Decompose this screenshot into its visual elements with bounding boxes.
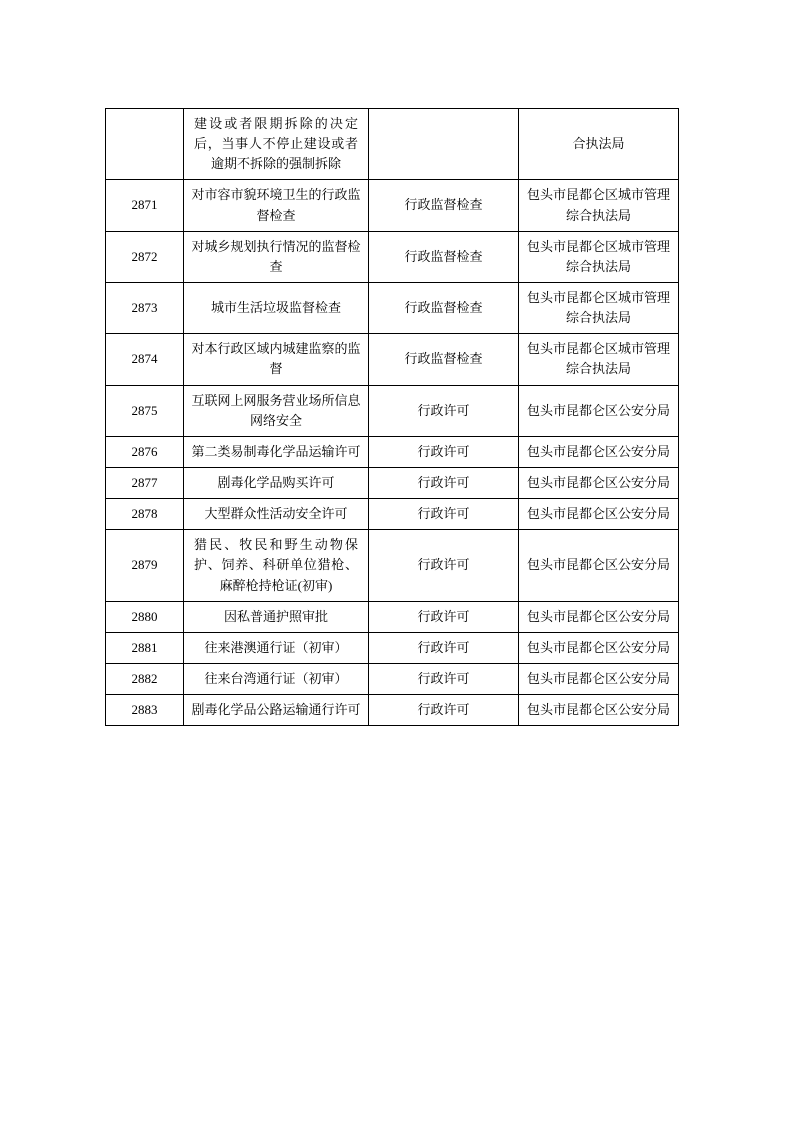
permits-table [105, 108, 679, 726]
cell-item-type: 行政许可 [369, 663, 519, 694]
cell-item-id: 2876 [106, 436, 184, 467]
cell-item-org: 包头市昆都仑区城市管理综合执法局 [519, 231, 679, 282]
cell-item-type: 行政监督检查 [369, 231, 519, 282]
table-body [106, 109, 679, 726]
cell-item-id: 2883 [106, 695, 184, 726]
cell-item-name: 往来港澳通行证（初审） [184, 632, 369, 663]
cell-item-org: 包头市昆都仑区城市管理综合执法局 [519, 334, 679, 385]
cell-item-id: 2875 [106, 385, 184, 436]
cell-item-id: 2877 [106, 467, 184, 498]
cell-item-org: 包头市昆都仑区公安分局 [519, 467, 679, 498]
cell-item-id: 2874 [106, 334, 184, 385]
cell-item-id: 2880 [106, 601, 184, 632]
cell-item-org: 包头市昆都仑区公安分局 [519, 695, 679, 726]
cell-item-type [369, 109, 519, 180]
cell-item-type: 行政许可 [369, 530, 519, 601]
table-row [106, 467, 679, 498]
cell-item-name: 互联网上网服务营业场所信息网络安全 [184, 385, 369, 436]
cell-item-name: 对市容市貌环境卫生的行政监督检查 [184, 180, 369, 231]
cell-item-type: 行政监督检查 [369, 334, 519, 385]
cell-item-id: 2871 [106, 180, 184, 231]
cell-item-org: 包头市昆都仑区公安分局 [519, 385, 679, 436]
cell-item-name: 城市生活垃圾监督检查 [184, 282, 369, 333]
cell-item-id: 2881 [106, 632, 184, 663]
cell-item-id: 2872 [106, 231, 184, 282]
cell-item-id: 2878 [106, 499, 184, 530]
table-row [106, 695, 679, 726]
cell-item-id: 2879 [106, 530, 184, 601]
cell-item-name: 因私普通护照审批 [184, 601, 369, 632]
cell-item-name: 第二类易制毒化学品运输许可 [184, 436, 369, 467]
cell-item-name: 猎民、牧民和野生动物保护、饲养、科研单位猎枪、麻醉枪持枪证(初审) [184, 530, 369, 601]
cell-item-org: 包头市昆都仑区公安分局 [519, 499, 679, 530]
cell-item-org: 包头市昆都仑区公安分局 [519, 632, 679, 663]
cell-item-org: 包头市昆都仑区公安分局 [519, 436, 679, 467]
cell-item-name: 剧毒化学品购买许可 [184, 467, 369, 498]
table-row [106, 231, 679, 282]
cell-item-type: 行政许可 [369, 385, 519, 436]
cell-item-org: 包头市昆都仑区公安分局 [519, 663, 679, 694]
cell-item-id: 2873 [106, 282, 184, 333]
cell-item-name: 大型群众性活动安全许可 [184, 499, 369, 530]
cell-item-name: 建设或者限期拆除的决定后，当事人不停止建设或者逾期不拆除的强制拆除 [184, 109, 369, 180]
cell-item-type: 行政许可 [369, 601, 519, 632]
cell-item-org: 合执法局 [519, 109, 679, 180]
table-row [106, 601, 679, 632]
cell-item-id [106, 109, 184, 180]
cell-item-type: 行政许可 [369, 695, 519, 726]
table-row [106, 530, 679, 601]
table-row [106, 109, 679, 180]
table-row [106, 663, 679, 694]
cell-item-org: 包头市昆都仑区城市管理综合执法局 [519, 180, 679, 231]
cell-item-type: 行政许可 [369, 436, 519, 467]
cell-item-type: 行政许可 [369, 467, 519, 498]
table-row [106, 334, 679, 385]
table-row [106, 385, 679, 436]
cell-item-type: 行政监督检查 [369, 282, 519, 333]
cell-item-id: 2882 [106, 663, 184, 694]
cell-item-org: 包头市昆都仑区城市管理综合执法局 [519, 282, 679, 333]
table-row [106, 436, 679, 467]
cell-item-type: 行政许可 [369, 632, 519, 663]
cell-item-name: 剧毒化学品公路运输通行许可 [184, 695, 369, 726]
table-row [106, 180, 679, 231]
table-row [106, 499, 679, 530]
table-row [106, 632, 679, 663]
cell-item-name: 往来台湾通行证（初审） [184, 663, 369, 694]
cell-item-name: 对本行政区域内城建监察的监督 [184, 334, 369, 385]
cell-item-org: 包头市昆都仑区公安分局 [519, 601, 679, 632]
cell-item-type: 行政许可 [369, 499, 519, 530]
cell-item-name: 对城乡规划执行情况的监督检查 [184, 231, 369, 282]
table-row [106, 282, 679, 333]
cell-item-org: 包头市昆都仑区公安分局 [519, 530, 679, 601]
cell-item-type: 行政监督检查 [369, 180, 519, 231]
